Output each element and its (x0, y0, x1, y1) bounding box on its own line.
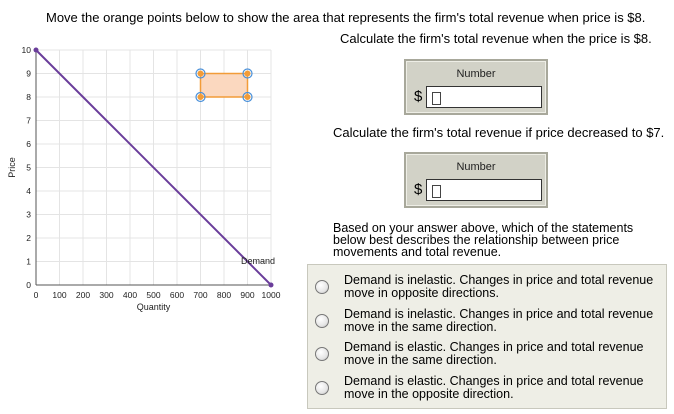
revenue-area (201, 74, 248, 98)
y-axis-label: Price (7, 157, 17, 178)
series-label-demand: Demand (240, 256, 276, 266)
revenue-input-2[interactable] (426, 179, 542, 201)
y-tick-label: 5 (26, 162, 31, 173)
radio-button-icon[interactable] (315, 381, 329, 395)
demand-chart (0, 0, 300, 414)
cursor-icon (432, 185, 441, 198)
x-tick-label: 1000 (261, 290, 281, 300)
number-box-2 (404, 152, 548, 208)
x-tick-label: 500 (146, 290, 161, 300)
cursor-icon (432, 92, 441, 105)
currency-symbol-1: $ (414, 88, 423, 105)
x-tick-label: 200 (75, 290, 91, 300)
choice-label-3: Demand is elastic. Changes in price and total revenue move in the same direction. (344, 340, 644, 367)
movable-point[interactable] (198, 94, 204, 100)
choice-label-2: Demand is inelastic. Changes in price and total revenue move in the same direction. (344, 307, 654, 334)
movable-point[interactable] (245, 94, 251, 100)
y-tick-label: 3 (26, 209, 31, 220)
demand-endpoint (34, 48, 39, 53)
choice-label-4: Demand is elastic. Changes in price and total revenue move in the opposite direction. (344, 374, 644, 401)
number-label-2: Number (456, 161, 496, 173)
x-tick-label: 600 (169, 290, 185, 300)
x-tick-label: 700 (193, 290, 208, 300)
x-tick-label: 100 (52, 290, 67, 300)
choice-option-3[interactable] (308, 339, 666, 372)
number-box-1 (404, 59, 548, 115)
y-tick-label: 10 (21, 45, 31, 55)
radio-button-icon[interactable] (315, 347, 329, 361)
choice-option-4[interactable] (308, 373, 666, 406)
choice-label-1: Demand is inelastic. Changes in price and total revenue move in opposite directions. (344, 273, 654, 300)
currency-symbol-2: $ (414, 181, 423, 198)
number-label-1: Number (456, 68, 496, 80)
y-tick-label: 4 (26, 186, 31, 196)
x-tick-label: 900 (240, 290, 255, 300)
x-axis-label: Quantity (136, 302, 171, 312)
mc-question-text: Based on your answer above, which of the statements below best describes the relationship between price movements and total revenue. (333, 221, 634, 259)
y-tick-label: 8 (26, 92, 31, 102)
radio-button-icon[interactable] (315, 280, 329, 294)
x-tick-label: 300 (99, 290, 114, 300)
y-tick-label: 0 (26, 280, 31, 290)
x-tick-label: 800 (216, 290, 232, 300)
choices-panel (307, 264, 667, 409)
choice-option-1[interactable] (308, 272, 666, 305)
x-tick-label: 400 (122, 290, 138, 300)
y-tick-label: 6 (26, 139, 31, 149)
radio-button-icon[interactable] (315, 314, 329, 328)
x-tick-label: 0 (33, 290, 39, 300)
demand-endpoint (269, 283, 274, 288)
y-tick-label: 2 (26, 233, 31, 243)
choice-option-2[interactable] (308, 306, 666, 339)
y-tick-label: 7 (26, 115, 31, 126)
movable-point[interactable] (245, 71, 251, 77)
instruction-text: Move the orange points below to show the area that represents the firm's total revenue when price is $8. (46, 10, 646, 25)
question-2-text: Calculate the firm's total revenue if price decreased to $7. (333, 125, 665, 140)
y-tick-label: 1 (26, 256, 31, 267)
question-1-text: Calculate the firm's total revenue when the price is $8. (340, 31, 652, 46)
movable-point[interactable] (198, 71, 204, 77)
y-tick-label: 9 (26, 68, 31, 79)
revenue-input-1[interactable] (426, 86, 542, 108)
